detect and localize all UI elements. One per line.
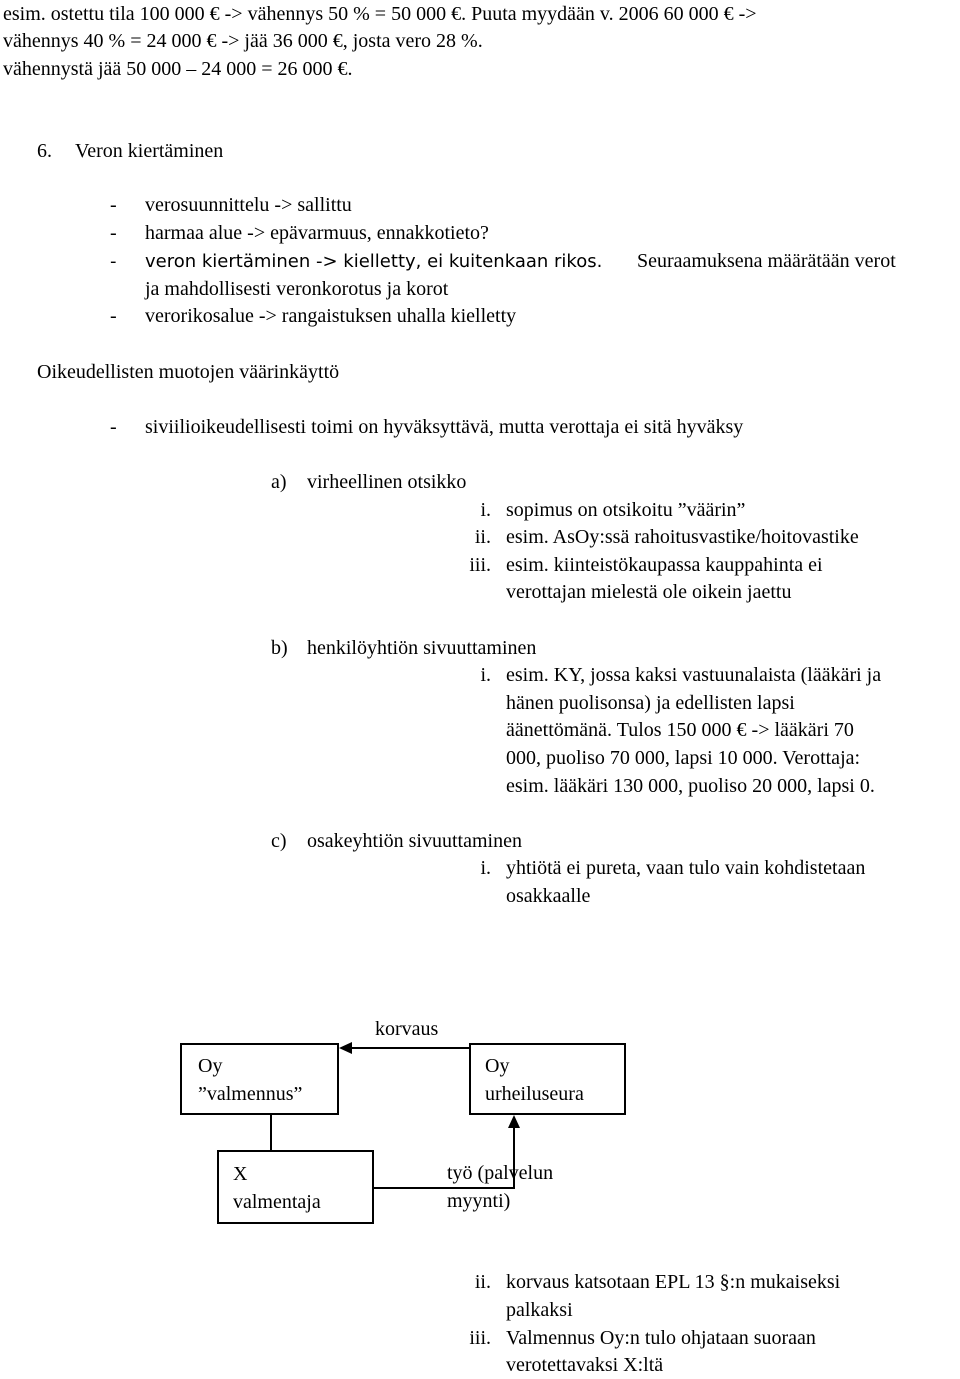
- bullet-dash: -: [110, 222, 117, 244]
- item-text: 000, puoliso 70 000, lapsi 10 000. Verottaja:: [506, 747, 861, 769]
- diagram-box-label: Oy: [198, 1055, 223, 1077]
- bullet-text: veron kiertäminen -> kielletty, ei kuitenkaan rikos.: [145, 251, 603, 272]
- item-text: esim. KY, jossa kaksi vastuunalaista (lääkäri ja: [506, 664, 882, 686]
- bullet-dash: -: [110, 305, 117, 327]
- section-number: 6.: [37, 140, 52, 162]
- arrow-label-tyo: työ (palvelun: [447, 1162, 554, 1184]
- item-number: i.: [480, 499, 491, 521]
- diagram-box-label: Oy: [485, 1055, 510, 1077]
- item-text: verotettavaksi X:ltä: [506, 1354, 664, 1376]
- bullet-text: harmaa alue -> epävarmuus, ennakkotieto?: [145, 222, 489, 244]
- diagram-box-urheiluseura: [469, 1043, 626, 1115]
- intro-line-3: vähennystä jää 50 000 – 24 000 = 26 000 €.: [3, 58, 353, 80]
- item-text: osakkaalle: [506, 885, 591, 907]
- diagram-box-label: ”valmennus”: [198, 1083, 303, 1105]
- bullet-text-line-2: ja mahdollisesti veronkorotus ja korot: [145, 278, 449, 300]
- connector-line: [270, 1115, 272, 1150]
- item-number: ii.: [474, 526, 491, 548]
- bullet-dash: -: [110, 194, 117, 216]
- item-number: i.: [480, 857, 491, 879]
- list-label-b: b): [271, 637, 288, 659]
- section-title: Veron kiertäminen: [75, 140, 224, 162]
- misuse-bullet-text: siviilioikeudellisesti toimi on hyväksyttävä, mutta verottaja ei sitä hyväksy: [145, 416, 744, 438]
- list-title-b: henkilöyhtiön sivuuttaminen: [307, 637, 537, 659]
- item-text: esim. lääkäri 130 000, puoliso 20 000, lapsi 0.: [506, 775, 875, 797]
- list-title-a: virheellinen otsikko: [307, 471, 467, 493]
- item-text: verottajan mielestä ole oikein jaettu: [506, 581, 792, 603]
- arrow-tyo: [374, 1115, 520, 1195]
- diagram-box-valmennus: [180, 1043, 339, 1115]
- item-text: äänettömänä. Tulos 150 000 € -> lääkäri 70: [506, 719, 854, 741]
- item-text: palkaksi: [506, 1299, 573, 1321]
- arrow-korvaus: [339, 1041, 469, 1055]
- item-number: ii.: [474, 1271, 491, 1293]
- item-text: Valmennus Oy:n tulo ohjataan suoraan: [506, 1327, 816, 1349]
- list-label-c: c): [271, 830, 287, 852]
- arrow-label-korvaus: korvaus: [375, 1018, 439, 1040]
- item-text: korvaus katsotaan EPL 13 §:n mukaiseksi: [506, 1271, 841, 1293]
- item-text: sopimus on otsikoitu ”väärin”: [506, 499, 746, 521]
- item-text: esim. AsOy:ssä rahoitusvastike/hoitovastike: [506, 526, 859, 548]
- bullet-text-continued: Seuraamuksena määrätään verot: [637, 250, 896, 272]
- item-text: hänen puolisonsa) ja edellisten lapsi: [506, 692, 795, 714]
- list-label-a: a): [271, 471, 287, 493]
- misuse-heading: Oikeudellisten muotojen väärinkäyttö: [37, 361, 340, 383]
- arrow-label-tyo: myynti): [447, 1190, 511, 1212]
- bullet-dash: -: [110, 251, 117, 272]
- diagram-box-label: urheiluseura: [485, 1083, 584, 1105]
- diagram-box-label: X: [233, 1163, 248, 1185]
- intro-line-2: vähennys 40 % = 24 000 € -> jää 36 000 €, josta vero 28 %.: [3, 30, 483, 52]
- diagram-box-valmentaja: [217, 1150, 374, 1224]
- item-text: yhtiötä ei pureta, vaan tulo vain kohdistetaan: [506, 857, 866, 879]
- item-text: esim. kiinteistökaupassa kauppahinta ei: [506, 554, 823, 576]
- item-number: iii.: [469, 554, 491, 576]
- diagram-box-label: valmentaja: [233, 1191, 321, 1213]
- intro-line-1: esim. ostettu tila 100 000 € -> vähennys 50 % = 50 000 €. Puuta myydään v. 2006 60 000 € ->: [3, 3, 757, 25]
- list-title-c: osakeyhtiön sivuuttaminen: [307, 830, 522, 852]
- item-number: i.: [480, 664, 491, 686]
- bullet-text: verosuunnittelu -> sallittu: [145, 194, 352, 216]
- bullet-dash: -: [110, 416, 117, 438]
- item-number: iii.: [469, 1327, 491, 1349]
- bullet-text: verorikosalue -> rangaistuksen uhalla kielletty: [145, 305, 517, 327]
